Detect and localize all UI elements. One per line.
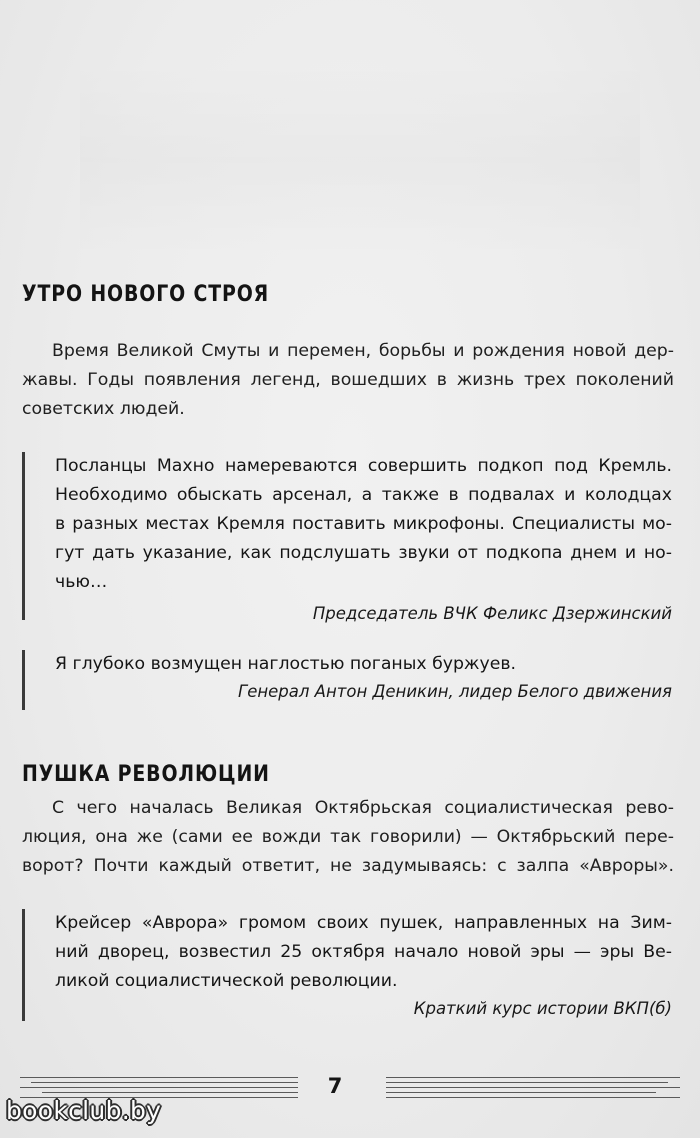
footer-rule: [386, 1097, 680, 1098]
quote-line: Необходимо обыскать арсенал, а также в подвалах и колодцах: [55, 485, 672, 505]
quote-denikin: [22, 650, 672, 710]
footer-rule: [386, 1082, 668, 1083]
paragraph-line: ворот? Почти каждый ответит, не задумываясь: с залпа «Авроры».: [22, 856, 674, 876]
section-2-paragraph: [22, 794, 674, 881]
quote-short-course: [22, 909, 672, 1021]
paragraph-line: жавы. Годы появления легенд, вошедших в жизнь трех поколений: [22, 370, 674, 390]
section-heading-morning-of-new-order: УТРО НОВОГО СТРОЯ: [22, 282, 270, 307]
quote-line: в разных местах Кремля поставить микрофоны. Специалисты мо-: [55, 514, 672, 534]
quote-text: [55, 650, 672, 679]
footer-rule: [20, 1087, 298, 1088]
footer-rule: [386, 1092, 656, 1093]
page-number: 7: [327, 1074, 343, 1098]
footer-rule: [386, 1077, 680, 1078]
section-1-paragraph: [22, 337, 674, 424]
quote-line: чью…: [55, 572, 108, 592]
footer-rules-right: [386, 1077, 680, 1107]
section-heading-cannon-of-revolution: ПУШКА РЕВОЛЮЦИИ: [22, 762, 270, 787]
quote-text: [55, 909, 672, 996]
quote-line: Посланцы Махно намереваются совершить подкоп под Кремль.: [55, 456, 672, 476]
quote-line: Крейсер «Аврора» громом своих пушек, направленных на Зим-: [55, 913, 672, 933]
paragraph-line: люция, она же (сами ее вожди так говорили) — Октябрьский пере-: [22, 827, 674, 847]
footer-rule: [20, 1077, 298, 1078]
quote-attribution: Краткий курс истории ВКП(б): [413, 999, 672, 1018]
quote-line: ний дворец, возвестил 25 октября начало новой эры — эры Ве-: [55, 942, 672, 962]
quote-line: Я глубоко возмущен наглостью поганых буржуев.: [55, 654, 517, 674]
watermark-bookclub: bookclub.by: [6, 1096, 162, 1125]
quote-attribution: Генерал Антон Деникин, лидер Белого движения: [238, 682, 672, 701]
quote-line: ликой социалистической революции.: [55, 971, 398, 991]
paragraph-line: Время Великой Смуты и перемен, борьбы и рождения новой дер-: [52, 341, 674, 361]
quote-line: гут дать указание, как подслушать звуки от подкопа днем и но-: [55, 543, 672, 563]
footer-rule: [386, 1087, 680, 1088]
quote-attribution: Председатель ВЧК Феликс Дзержинский: [312, 604, 672, 623]
bleed-through-shadow: [80, 60, 640, 260]
paragraph-line: советских людей.: [22, 399, 185, 419]
quote-dzerzhinsky: [22, 452, 672, 623]
footer-rule: [31, 1082, 298, 1083]
footer-rule: [42, 1092, 298, 1093]
paragraph-line: С чего началась Великая Октябрьская социалистическая рево-: [52, 798, 674, 818]
quote-text: [55, 452, 672, 597]
